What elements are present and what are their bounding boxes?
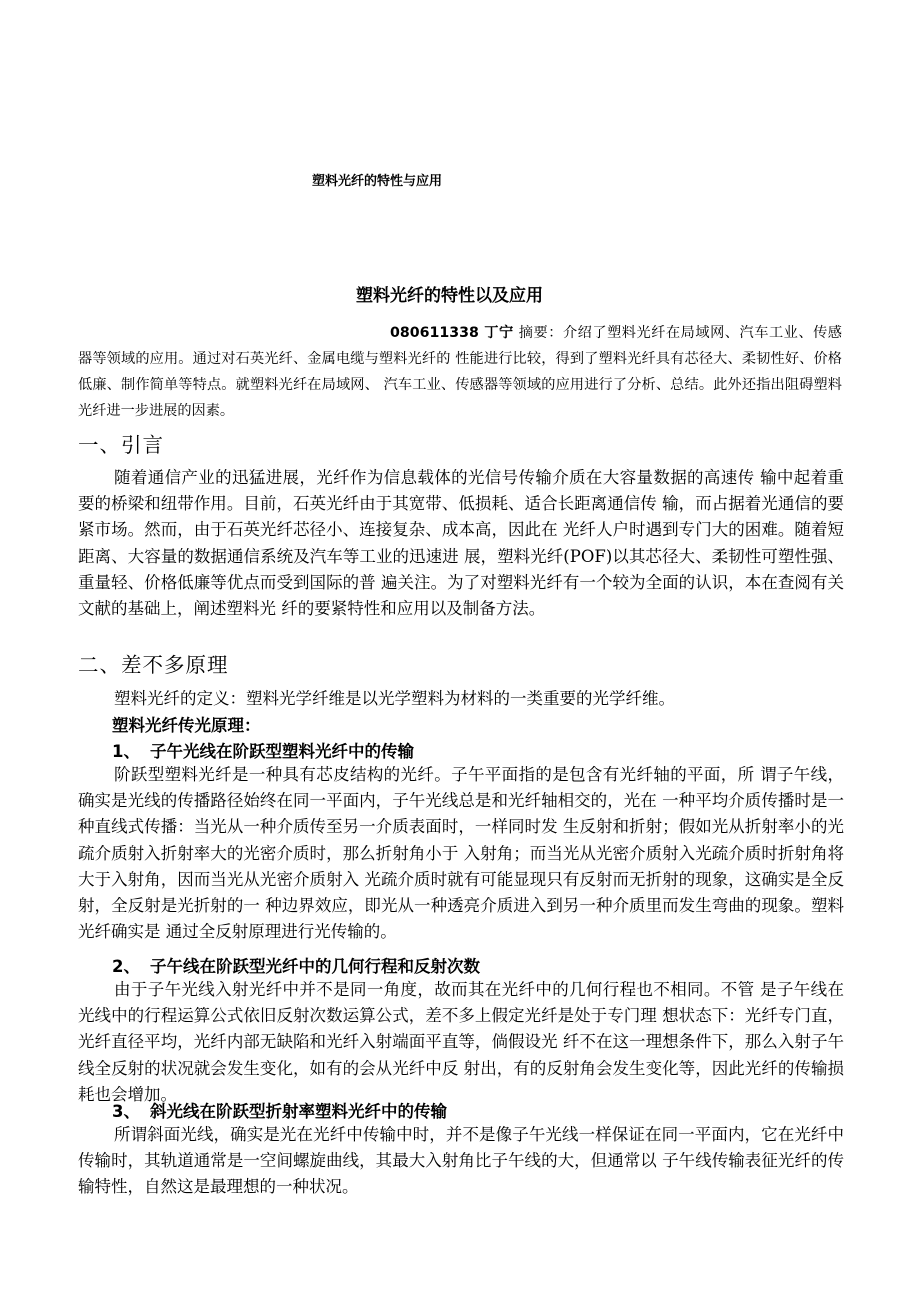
abstract-text: 摘要：介绍了塑料光纤在局域网、汽车工业、传感器等领域的应用。通过对石英光纤、金属电缆与塑料光纤的 性能进行比较，得到了塑料光纤具有芯径大、柔韧性好、价格低廉、制作简单等特点。就塑料光纤在局域网、 汽车工业、传感器等领域的应用进行了分析、总结。此外还指出阻碍塑料光纤进一步进展的因素。 [78, 325, 842, 419]
subsection-heading-2 [112, 953, 480, 977]
subsection-paragraph: 阶跃型塑料光纤是一种具有芯皮结构的光纤。子午平面指的是包含有光纤轴的平面，所 谓子午线，确实是光线的传播路径始终在同一平面内，子午光线总是和光纤轴相交的，光在 一种平均介质传播时是一种直线式传播：当光从一种介质传至另一介质表面时，一样同时发 生反射和折射；假如光从折射率小的光疏介质射入折射率大的光密介质时，那么折射角小于 入射角；而当光从光密介质射入光疏介质时折射角将大于入射角，因而当光从光密介质射入 光疏介质时就有可能显现只有反射而无折射的现象，这确实是全反射，全反射是光折射的一 种边界效应，即光从一种透亮介质进入到另一种介质里而发生弯曲的现象。塑料光纤确实是 通过全反射原理进行光传输的。 [78, 765, 844, 942]
author-id: 080611338 丁宁 [390, 325, 514, 341]
paper-title: 塑料光纤的特性以及应用 [356, 286, 543, 306]
subsection-number: 1、 [112, 742, 140, 761]
intro-body [78, 465, 844, 622]
subsection-title: 子午光线在阶跃型塑料光纤中的传输 [150, 742, 414, 761]
transmission-principle-label: 塑料光纤传光原理： [112, 716, 261, 735]
definition-paragraph: 塑料光纤的定义：塑料光学纤维是以光学塑料为材料的一类重要的光学纤维。 [114, 689, 675, 708]
subsection-number: 2、 [112, 957, 140, 976]
subsection-body-2 [78, 977, 844, 1108]
definition-body [78, 686, 844, 712]
subsection-body-3 [78, 1122, 844, 1201]
intro-paragraph: 随着通信产业的迅猛进展，光纤作为信息载体的光信号传输介质在大容量数据的高速传 输中起着重要的桥梁和纽带作用。目前，石英光纤由于其宽带、低损耗、适合长距离通信传 输，而占据着光通信的要紧市场。然而，由于石英光纤芯径小、连接复杂、成本高，因此在 光纤人户时遇到专门大的困难。随着短距离、大容量的数据通信系统及汽车等工业的迅速进 展，塑料光纤(POF)以其芯径大、柔韧性可塑性强、重量轻、价格低廉等优点而受到国际的普 遍关注。为了对塑料光纤有一个较为全面的认识，本在查阅有关文献的基础上，阐述塑料光 纤的要紧特性和应用以及制备方法。 [78, 468, 844, 619]
subsection-title: 斜光线在阶跃型折射率塑料光纤中的传输 [150, 1102, 447, 1121]
running-title: 塑料光纤的特性与应用 [312, 174, 443, 189]
subsection-heading-3 [112, 1098, 447, 1122]
subsection-paragraph: 所谓斜面光线，确实是光在光纤中传输中时，并不是像子午光线一样保证在同一平面内，它在光纤中传输时，其轨道通常是一空间螺旋曲线，其最大入射角比子午线的大，但通常以 子午线传输表征光纤的传输特性，自然这是最理想的一种状况。 [78, 1125, 844, 1197]
subsection-title: 子午线在阶跃型光纤中的几何行程和反射次数 [150, 957, 480, 976]
section-heading-intro: 一、引言 [78, 433, 164, 457]
section-heading-principle: 二、差不多原理 [78, 653, 229, 677]
subsection-heading-1 [112, 738, 414, 762]
abstract-block [78, 320, 842, 424]
subsection-number: 3、 [112, 1102, 140, 1121]
subsection-paragraph: 由于子午光线入射光纤中并不是同一角度，故而其在光纤中的几何行程也不相同。不管 是子午线在光线中的行程运算公式依旧反射次数运算公式，差不多上假定光纤是处于专门理 想状态下：光纤专门直，光纤直径平均，光纤内部无缺陷和光纤入射端面平直等，倘假设光 纤不在这一理想条件下，那么入射子午线全反射的状况就会发生变化，如有的会从光纤中反 射出，有的反射角会发生变化等，因此光纤的传输损耗也会增加。 [78, 980, 844, 1104]
subsection-body-1 [78, 762, 844, 945]
